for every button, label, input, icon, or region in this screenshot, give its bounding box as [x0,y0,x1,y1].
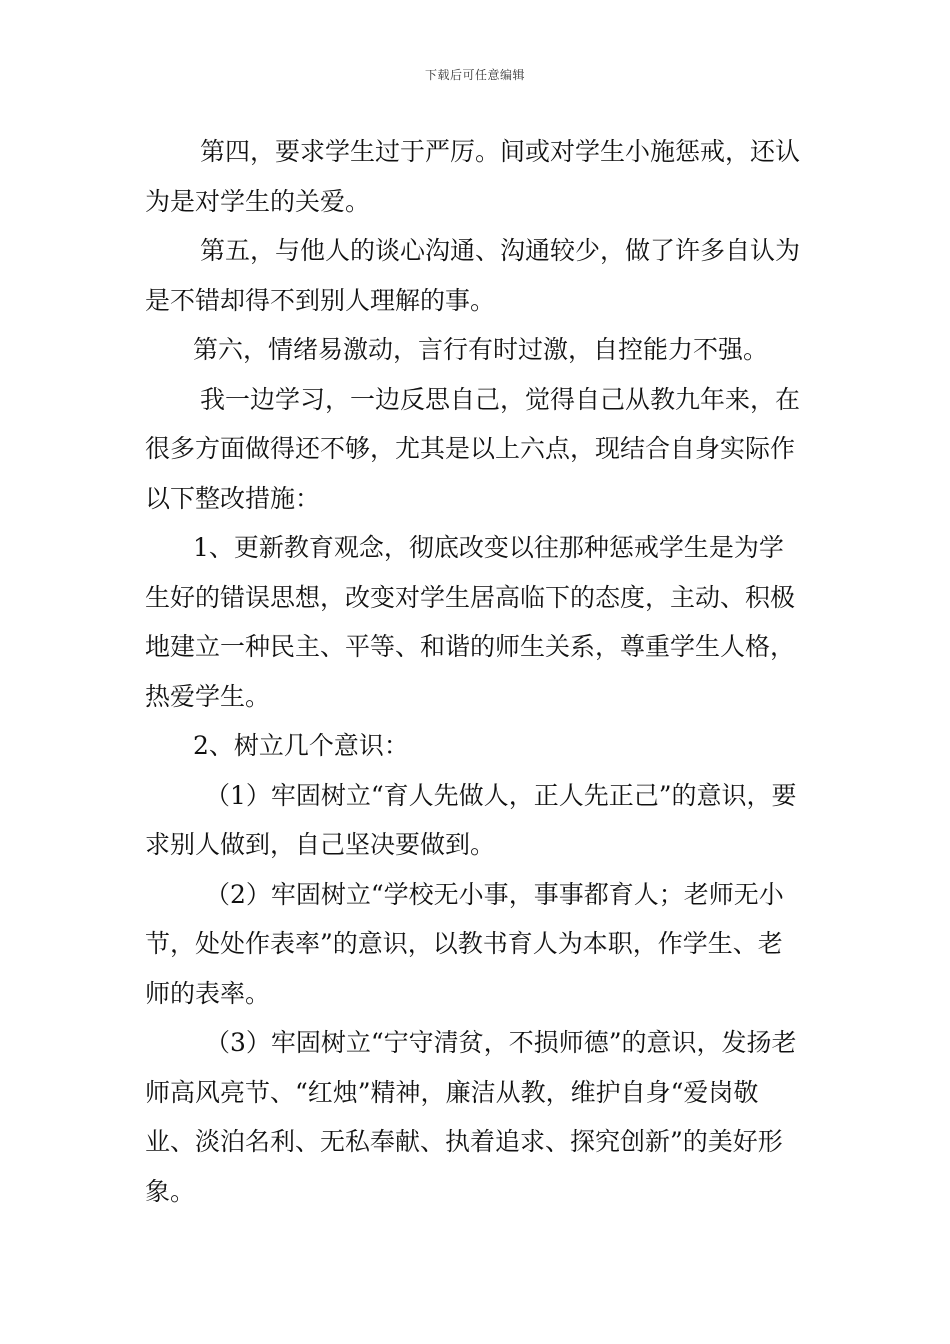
page-header: 下载后可任意编辑 [424,68,525,82]
paragraph-fifth-point: 第五，与他人的谈心沟通、沟通较少，做了许多自认为是不错却得不到别人理解的事。 [145,236,801,315]
paragraph-reflection: 我一边学习，一边反思自己，觉得自己从教九年来，在很多方面做得还不够，尤其是以上六点，现结合自身实际作以下整改措施： [145,384,801,513]
paragraph-fourth-point: 第四，要求学生过于严厉。间或对学生小施惩戒，还认为是对学生的关爱。 [145,137,801,216]
paragraph-awareness-2: （2）牢固树立“学校无小事，事事都育人；老师无小节，处处作表率”的意识，以教书育人为本职，作学生、老师的表率。 [145,879,784,1008]
paragraph-measure-1: 1、更新教育观念，彻底改变以往那种惩戒学生是为学生好的错误思想，改变对学生居高临下的态度，主动、积极地建立一种民主、平等、和谐的师生关系，尊重学生人格，热爱学生。 [145,533,796,711]
paragraph-awareness-1: （1）牢固树立“育人先做人，正人先正己”的意识，要求别人做到，自己坚决要做到。 [145,780,797,859]
document-body [145,127,807,1216]
paragraph-measure-2: 2、树立几个意识： [193,731,409,760]
paragraph-sixth-point: 第六，情绪易激动，言行有时过激，自控能力不强。 [193,335,769,364]
paragraph-awareness-3: （3）牢固树立“宁守清贫，不损师德”的意识，发扬老师高风亮节、“红烛”精神，廉洁从教，维护自身“爱岗敬业、淡泊名利、无私奉献、执着追求、探究创新”的美好形象。 [145,1028,797,1206]
